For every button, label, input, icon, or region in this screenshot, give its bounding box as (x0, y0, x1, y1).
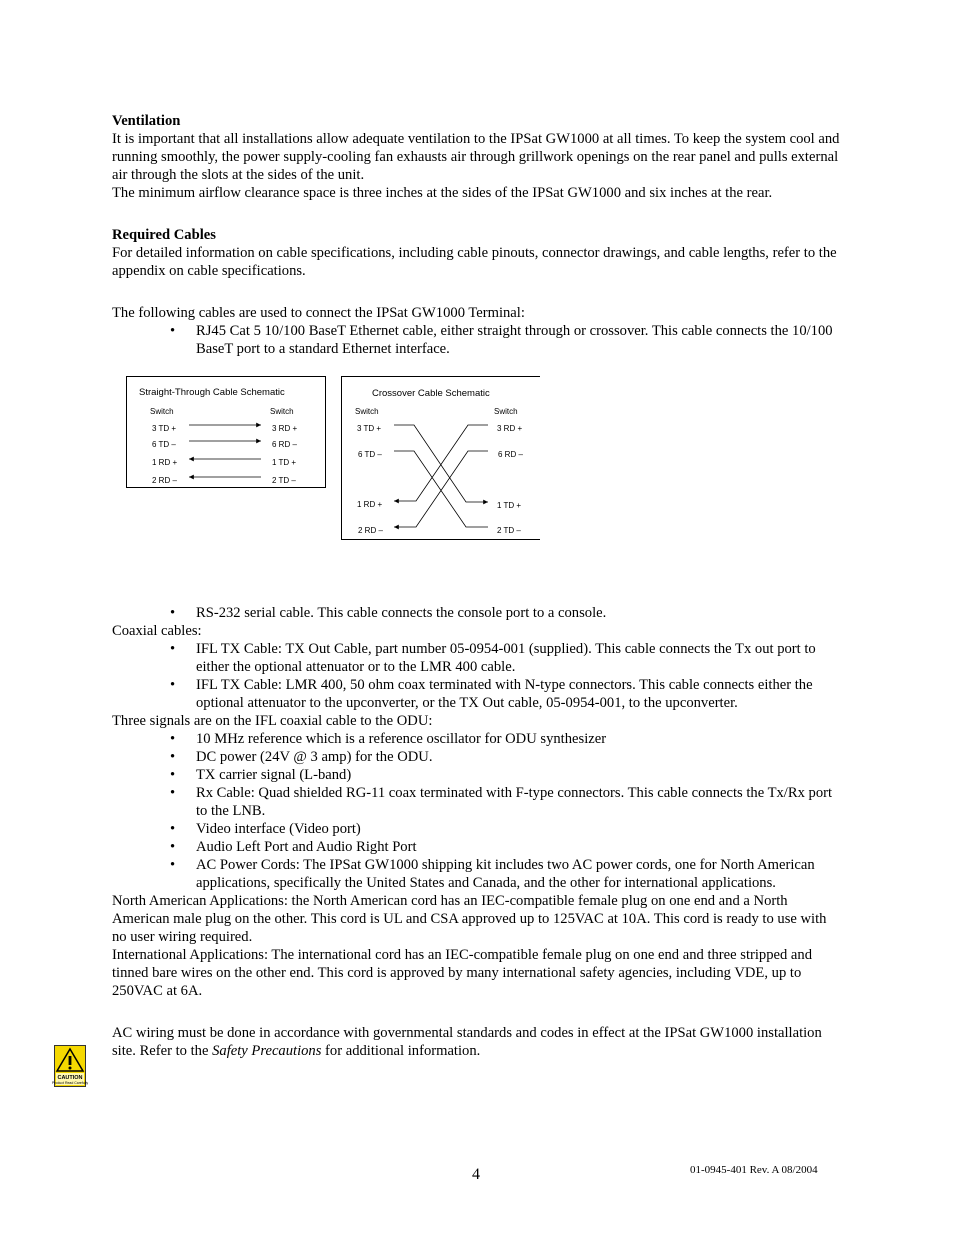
ethernet-cable-list (112, 322, 842, 358)
left-pin-label: 1 RD + (152, 458, 178, 467)
list-item: • 10 MHz reference which is a reference oscillator for ODU synthesizer (112, 730, 842, 748)
list-item: • DC power (24V @ 3 amp) for the ODU. (112, 748, 842, 766)
right-pin-label: 1 TD + (497, 501, 522, 510)
right-switch-label: Switch (494, 407, 518, 416)
required-cables-paragraph: For detailed information on cable specifications, including cable pinouts, connector drawings, and cable lengths, refer to the appendix on cable specifications. (112, 245, 837, 279)
list-item: • IFL TX Cable: LMR 400, 50 ohm coax terminated with N-type connectors. This cable connects either the optional attenuator to the upconverter, or the TX Out cable, 05-0954-001, to the upconverter. (112, 676, 842, 712)
left-pin-label: 2 RD – (358, 526, 383, 535)
crossover-schematic (341, 376, 540, 540)
document-revision: 01-0945-401 Rev. A 08/2004 (690, 1164, 818, 1176)
list-item: • RS-232 serial cable. This cable connects the console port to a console. (112, 604, 842, 622)
ac-wiring-paragraph: AC wiring must be done in accordance with governmental standards and codes in effect at the IPSat GW1000 installation site. Refer to the Safety Precautions for additional information. (112, 1025, 822, 1059)
list-item: • AC Power Cords: The IPSat GW1000 shipping kit includes two AC power cords, one for North American applications, specifically the United States and Canada, and the other for international applications. (112, 856, 842, 892)
left-pin-label: 3 TD + (152, 424, 177, 433)
crossover-title: Crossover Cable Schematic (372, 388, 490, 399)
ventilation-heading: Ventilation (112, 113, 181, 129)
north-american-paragraph: North American Applications: the North American cord has an IEC-compatible female plug on one end and a North American male plug on the other. This cord is UL and CSA approved up to 125VAC at 10A. This cord is ready to use with no user wiring required. (112, 893, 827, 945)
page-number: 4 (472, 1166, 480, 1183)
caution-warning-icon (51, 1045, 89, 1087)
serial-cable-list (112, 604, 842, 622)
list-item: • Audio Left Port and Audio Right Port (112, 838, 842, 856)
svg-text:CAUTION: CAUTION (57, 1075, 83, 1081)
cable-schematics (112, 368, 842, 578)
list-item: • RJ45 Cat 5 10/100 BaseT Ethernet cable, either straight through or crossover. This cable connects the 10/100 BaseT port to a standard Ethernet interface. (112, 322, 842, 358)
right-pin-label: 2 TD – (272, 476, 296, 485)
straight-through-schematic (126, 376, 326, 488)
left-pin-label: 2 RD – (152, 476, 177, 485)
coax-cable-list (112, 640, 842, 712)
left-pin-label: 6 TD – (152, 440, 176, 449)
signal-list (112, 730, 842, 892)
right-pin-label: 1 TD + (272, 458, 297, 467)
list-item: • Rx Cable: Quad shielded RG-11 coax terminated with F-type connectors. This cable connects the Tx/Rx port to the LNB. (112, 784, 842, 820)
right-pin-label: 6 RD – (272, 440, 297, 449)
left-pin-label: 1 RD + (357, 500, 383, 509)
list-item: • TX carrier signal (L-band) (112, 766, 842, 784)
svg-text:Product Read Carefully: Product Read Carefully (51, 1081, 89, 1085)
right-pin-label: 6 RD – (498, 450, 523, 459)
coaxial-cables-label: Coaxial cables: (112, 623, 202, 639)
ventilation-paragraph-1: It is important that all installations allow adequate ventilation to the IPSat GW1000 at all times. To keep the system cool and running smoothly, the power supply-cooling fan exhausts air through grillwork openings on the rear panel and pulls external air through the slots at the sides of the unit. (112, 131, 840, 183)
straight-through-wires (127, 377, 325, 487)
right-pin-label: 3 RD + (272, 424, 298, 433)
safety-precautions-reference: Safety Precautions (212, 1043, 322, 1059)
right-pin-label: 3 RD + (497, 424, 523, 433)
cables-intro: The following cables are used to connect the IPSat GW1000 Terminal: (112, 305, 525, 321)
left-pin-label: 6 TD – (358, 450, 382, 459)
list-item: • Video interface (Video port) (112, 820, 842, 838)
right-switch-label: Switch (270, 407, 294, 416)
left-switch-label: Switch (355, 407, 379, 416)
crossover-wires (342, 377, 540, 539)
left-switch-label: Switch (150, 407, 174, 416)
required-cables-heading: Required Cables (112, 227, 216, 243)
ventilation-paragraph-2: The minimum airflow clearance space is three inches at the sides of the IPSat GW1000 and six inches at the rear. (112, 185, 773, 201)
international-paragraph: International Applications: The international cord has an IEC-compatible female plug on one end and three stripped and tinned bare wires on the other end. This cord is approved by many international safety agencies, including VDE, up to 250VAC at 6A. (112, 947, 813, 999)
document-body (112, 112, 842, 1060)
right-pin-label: 2 TD – (497, 526, 521, 535)
list-item: • IFL TX Cable: TX Out Cable, part number 05-0954-001 (supplied). This cable connects the Tx out port to either the optional attenuator or to the LMR 400 cable. (112, 640, 842, 676)
straight-through-title: Straight-Through Cable Schematic (139, 387, 285, 398)
signals-label: Three signals are on the IFL coaxial cable to the ODU: (112, 713, 433, 729)
left-pin-label: 3 TD + (357, 424, 382, 433)
